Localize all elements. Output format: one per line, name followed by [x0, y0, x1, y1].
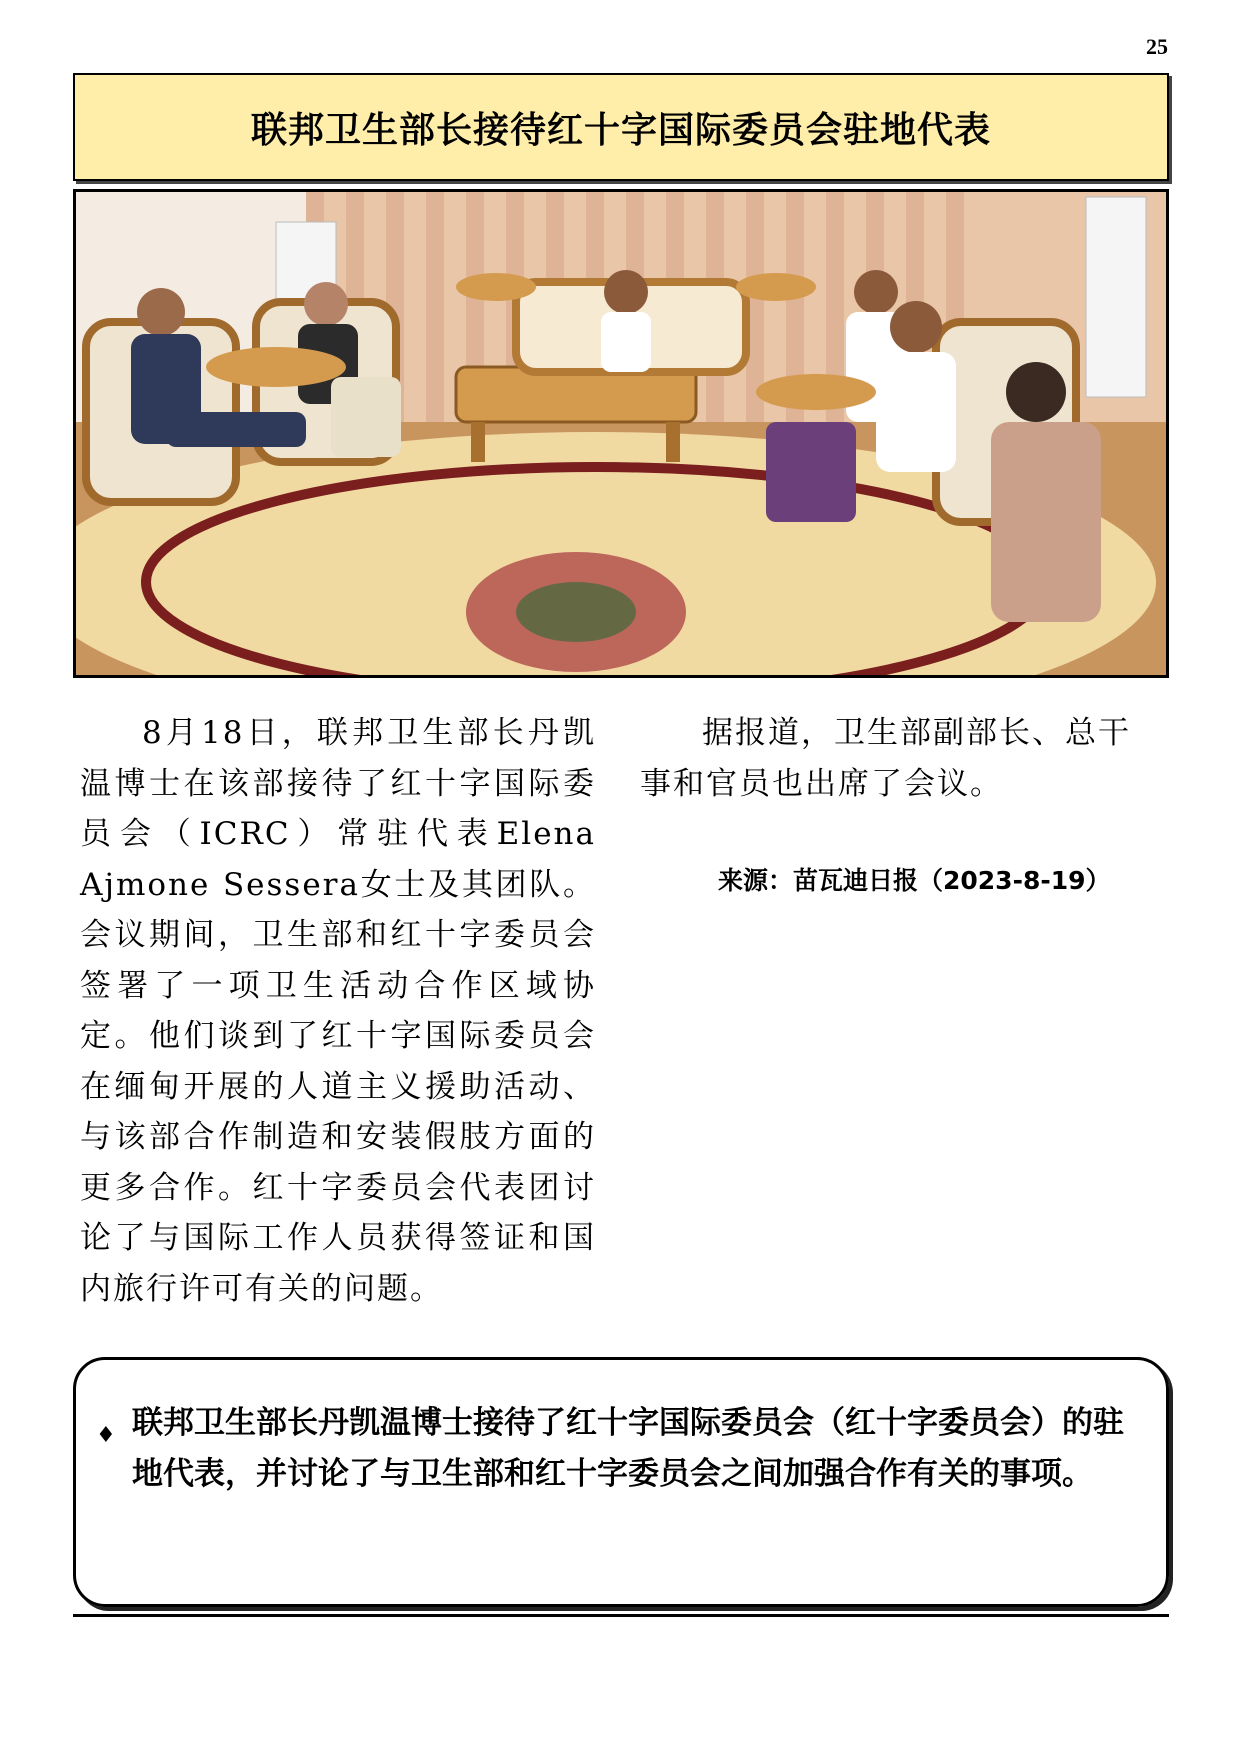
page-title: 联邦卫生部长接待红十字国际委员会驻地代表: [250, 108, 991, 151]
diamond-bullet-icon: ♦: [96, 1423, 116, 1448]
article-left-column: [80, 708, 596, 1314]
summary-text: 联邦卫生部长丹凯温博士接待了红十字国际委员会（红十字委员会）的驻地代表，并讨论了与卫生部和红十字委员会之间加强合作有关的事项。: [132, 1405, 1124, 1492]
article-paragraph: 据报道，卫生部副部长、总干事和官员也出席了会议。: [640, 715, 1131, 802]
source-citation: 来源：苗瓦迪日报（2023-8-19）: [718, 866, 1111, 895]
divider: [73, 1614, 1169, 1617]
article-paragraph: 8月18日，联邦卫生部长丹凯温博士在该部接待了红十字国际委员会（ICRC）常驻代表Elena Ajmone Sessera女士及其团队。会议期间，卫生部和红十字委员会签署了一项卫生活动合作区域协定。他们谈到了红十字国际委员会在缅甸开展的人道主义援助活动、与该部合作制造和安装假肢方面的更多合作。红十字委员会代表团讨论了与国际工作人员获得签证和国内旅行许可有关的问题。: [80, 715, 596, 1307]
page-number: 25: [1146, 34, 1168, 59]
meeting-photo: [73, 189, 1169, 678]
title-banner: [73, 73, 1169, 181]
article-right-column: [640, 708, 1160, 809]
summary-box: [73, 1357, 1169, 1607]
